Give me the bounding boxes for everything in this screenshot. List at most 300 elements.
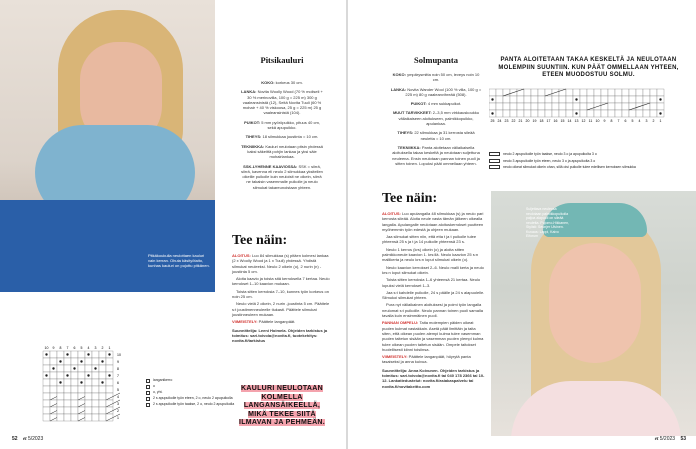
instruction-text: Jaa s:t kahdelle puikolle, 24 s päälle ja 24 s alapuolelle. Silmukoi silmukat yhteen. — [382, 289, 485, 301]
chart-col-label: 12 — [581, 119, 586, 123]
chart-cell — [552, 110, 559, 117]
chart-cell — [78, 400, 85, 407]
chart-cell — [594, 110, 601, 117]
spec-text: SSK = siirrä, siirrä, kavenna eli neulo 2 silmukkaa yksitellen oikeille puikolle kuin neuloisit ne oikein, siirrä ne takaisin vasemmalle puikolle ja neulo silmukat takareunoistaan yhteen. — [241, 163, 323, 190]
chart-symbol — [87, 353, 89, 355]
spec-label: KOKO: — [392, 72, 408, 77]
chart-cell — [43, 379, 50, 386]
legend-label: langanikerro — [153, 378, 173, 382]
chart-cell — [71, 372, 78, 379]
instruction-text: Luo 84 silmukkaa (s) pitäen kolmesi lankaa (2 x Woolly Wood ja 1 x Tuuli) yhdessä. Yhdistä silmukat neuleeksi. Neulo 2 oikein (o), 2 nurin (n) -joustinta 5 cm. — [232, 253, 329, 274]
chart-col-label: 6 — [624, 119, 627, 123]
chart-cell — [496, 110, 503, 117]
chart-row-label: 1 — [117, 416, 119, 420]
chart-symbol — [491, 112, 493, 114]
chart-cell — [643, 89, 650, 96]
spec-label: TEKNIIKKA: — [241, 143, 266, 149]
chart-cell — [99, 400, 106, 407]
chart-cell — [43, 358, 50, 365]
spec-list — [240, 80, 324, 190]
pattern-specs — [390, 55, 482, 170]
spec-item — [240, 134, 324, 139]
chart-symbol — [108, 374, 110, 376]
chart-cell — [50, 407, 57, 414]
knitting-chart-cowl — [37, 345, 129, 425]
chart-cell — [106, 365, 113, 372]
spec-text: 2–3,5 mm virkkauskoukku väliaikaiseen aloitukseen, palmikkopuikko, apulankaa. — [398, 110, 480, 127]
chart-cell — [106, 407, 113, 414]
legend-label: neulo 2 apupuikolle työn taakse, neulo 3 o ja apupuikolta 3 o — [503, 152, 597, 156]
instruction-paragraph — [232, 276, 332, 287]
chart-cell — [622, 96, 629, 103]
chart-col-label: 5 — [631, 119, 634, 123]
chart-symbol — [101, 381, 103, 383]
chart-cell — [622, 89, 629, 96]
chart-row-label: 7 — [117, 374, 119, 378]
spec-label: LANKA: — [390, 86, 408, 92]
purl-icon — [146, 385, 150, 389]
chart-col-label: 4 — [638, 119, 641, 123]
instruction-text: Toista sitten kerroksia 1–6 yhteensä 21 kertaa. Neulo lopuksi vielä kerrokset 1–3. — [382, 277, 481, 288]
chart-cell — [64, 358, 71, 365]
chart-col-label: 4 — [87, 346, 90, 350]
chart-cell — [538, 89, 545, 96]
chart-cell — [78, 407, 85, 414]
chart-col-label: 5 — [80, 346, 83, 350]
cable-back-icon — [489, 159, 500, 163]
issue-number: 5/2023 — [659, 436, 676, 442]
chart-cell — [559, 110, 566, 117]
chart-cell — [43, 386, 50, 393]
chart-cell — [615, 103, 622, 110]
chart-cell — [92, 379, 99, 386]
chart-cell — [566, 89, 573, 96]
pull-quote-text: KAULURI NEULOTAAN KOLMELLA LANGANSÄIKEELLÄ, MIKÄ TEKEE SIITÄ ILMAVAN JA PEHMEÄN. — [238, 385, 326, 426]
chart-cell — [85, 407, 92, 414]
chart-cell — [64, 365, 71, 372]
chart-cell — [643, 110, 650, 117]
knitting-chart-headband — [489, 87, 669, 125]
chart-cell — [636, 110, 643, 117]
spec-item — [390, 72, 482, 83]
chart-col-label: 18 — [539, 119, 544, 123]
instruction-text: Luo apulangalla 48 silmukkaa (s) ja neulo pari kerrosta sileää. Aloita neule vasta tämän jälkeen oikealla langalla. Apulangalle neulotaan aloituskerrokset puutteen myöhemmin työn edestä ja ohjeen mukaan. — [382, 211, 484, 232]
instructions-heading: Tee näin: — [232, 233, 288, 248]
legend-row — [146, 402, 235, 408]
chart-cell — [517, 103, 524, 110]
chart-cell — [78, 386, 85, 393]
chart-cell — [92, 407, 99, 414]
chart-cell — [608, 89, 615, 96]
chart-cell — [57, 414, 64, 421]
chart-cell — [85, 414, 92, 421]
chart-cell — [50, 379, 57, 386]
spec-text: Panta aloitetaan väliaikaisella aloituksella takaa keskeltä ja neulotaan suljettuna neuleena. Ensin neulotaan pannan toinen puoli ja sitten toinen. Lopuksi päät ommellaan yhteen. — [392, 144, 480, 166]
chart-cell — [43, 414, 50, 421]
chart-cell — [615, 110, 622, 117]
chart-cell — [57, 372, 64, 379]
chart-symbol — [73, 367, 75, 369]
chart-cell — [43, 393, 50, 400]
chart-col-label: 25 — [490, 119, 495, 123]
legend-row — [489, 152, 659, 157]
instruction-text: Taita molempien päiden oikeat puolen kulmat vastakkain. Asetä päät limittäin ja taita siten, että oikean puolen alempi kulma tulee vasemman puolen taitetun sisään ja vasemman puolen ylempi kulma tulee oikean puolen taitetun sisään. Ompele taitokset huolellisesti kiinni toisiinsa. — [382, 320, 484, 352]
chart-cell — [50, 393, 57, 400]
page-number: 52 — [12, 436, 18, 442]
chart-symbol — [59, 381, 61, 383]
spec-text: 5 mm pyöröpuikko, pituus 40 cm, sekä apupuikko. — [261, 119, 320, 131]
chart-cell — [566, 103, 573, 110]
chart-cell — [580, 110, 587, 117]
chart-cell — [57, 407, 64, 414]
chart-symbol — [575, 98, 577, 100]
chart-cell — [489, 89, 496, 96]
instruction-body — [382, 211, 486, 365]
left-page — [0, 0, 346, 449]
instruction-body — [232, 253, 332, 325]
chart-legend — [146, 378, 235, 408]
chart-cell — [106, 386, 113, 393]
chart-col-label: 2 — [652, 119, 655, 123]
right-page — [348, 0, 696, 449]
chart-row-label: 8 — [117, 367, 119, 371]
magazine-name: et — [654, 437, 659, 442]
chart-symbol — [101, 360, 103, 362]
chart-cell — [608, 96, 615, 103]
spec-item — [240, 89, 324, 115]
chart-cell — [71, 400, 78, 407]
ssk-icon — [146, 403, 150, 407]
instruction-text: Pura nyt väliaikainen aloituksesi ja poimi työn langalla neulomat s:t puikoille. Neulo pannan toinen puoli samalla tavalla kuin ensimmäinen puoli. — [382, 302, 483, 319]
instruction-paragraph — [382, 234, 486, 245]
chart-cell — [650, 110, 657, 117]
spec-label: KOKO: — [261, 80, 276, 85]
chart-cell — [622, 103, 629, 110]
chart-cell — [538, 110, 545, 117]
instruction-paragraph — [382, 247, 486, 263]
chart-cell — [650, 103, 657, 110]
issue-number: 5/2023 — [27, 436, 44, 442]
chart-col-label: 8 — [59, 346, 62, 350]
chart-cell — [559, 103, 566, 110]
chart-cell — [510, 103, 517, 110]
chart-col-label: 14 — [567, 119, 572, 123]
chart-cell — [587, 110, 594, 117]
spec-text: Novita Woolly Wood (70 % moliseli + 30 % merinovilla, 100 g = 225 m) 300 g vaaleansinistä (12), Seitä Novita Tuuli (60 % mohair + 40 % viskoosa, 25 g = 225 m) 25 g vaaleansinistä (104). — [242, 89, 323, 116]
chart-cell — [524, 103, 531, 110]
pattern-title: Solmupanta — [414, 55, 458, 65]
chart-cell — [580, 89, 587, 96]
chart-cell — [608, 103, 615, 110]
pattern-title: Pitsikauluri — [260, 55, 304, 65]
chart-cell — [57, 393, 64, 400]
chart-cell — [71, 351, 78, 358]
chart-symbol — [659, 112, 661, 114]
k2tog-icon — [146, 397, 150, 401]
chart-cell — [531, 96, 538, 103]
chart-col-label: 1 — [659, 119, 662, 123]
instruction-paragraph — [232, 253, 332, 274]
chart-cell — [50, 358, 57, 365]
chart-cell — [106, 379, 113, 386]
chart-cell — [601, 110, 608, 117]
chart-cell — [531, 103, 538, 110]
instruction-text: Toista sitten kerroksia 7–10, kunnes työn korkeus on noin 25 cm. — [232, 288, 329, 300]
photo-face — [549, 243, 641, 363]
chart-col-label: 13 — [574, 119, 579, 123]
chart-cell — [99, 414, 106, 421]
cable-front-icon — [489, 152, 500, 156]
magazine-name: et — [22, 437, 27, 442]
chart-cell — [92, 400, 99, 407]
instruction-text: Neulo vielä 2 oikein, 2 nurin -joustinta 5 cm. Päättele s:t joustimenneuleelle tiukasti. Päättele silmukat joustinneuleen mukaan. — [232, 301, 330, 317]
chart-cell — [99, 365, 106, 372]
instruction-text: Jaa silmukat sitten niin, että etta t ja t puikolle tulee yhteensä 25 s ja t ja 14 puikolle yhteensä 23 s. — [382, 234, 477, 245]
chart-cell — [92, 414, 99, 421]
spec-text: Novita Wander Wool (100 % villa, 100 g = 225 m) 80 g vaaleanvihreää (508). — [405, 86, 482, 97]
chart-cell — [106, 400, 113, 407]
chart-col-label: 10 — [44, 346, 49, 350]
chart-cell — [99, 386, 106, 393]
chart-cell — [629, 110, 636, 117]
chart-cell — [594, 96, 601, 103]
instruction-lead: ALOITUS: — [382, 211, 402, 216]
instruction-text: Neulo kaavion kerrokset 2–6. Neulo malli kerta ja neulo krs:n loput silmukat oikein. — [382, 264, 484, 275]
spec-item — [390, 101, 482, 106]
chart-col-label: 6 — [73, 346, 76, 350]
legend-label: neulo 3 apupuikolle työn eteen, neulo 3 o ja apupuikolta 3 o — [503, 158, 596, 163]
legend-label: neulo oikeat silmukat oikein ohan, sillä oisi puikolle tulee edellisen kerroksen silmukka — [503, 165, 636, 169]
instruction-paragraph — [232, 289, 332, 300]
chart-col-label: 23 — [504, 119, 509, 123]
instruction-lead: ALOITUS: — [232, 253, 252, 258]
chart-cell — [78, 393, 85, 400]
page-folio — [655, 436, 686, 442]
chart-row-label: 4 — [117, 395, 119, 399]
chart-row-label: 10 — [117, 353, 121, 357]
chart-cell — [85, 400, 92, 407]
chart-cell — [85, 358, 92, 365]
chart-cell — [50, 386, 57, 393]
credits: Suunnittelija: Leeni Hoimela. Ohjeiden tarkistus ja toimitus: sari.toivola@novita.fi, tuotekehitys: novita.fi/tarkistus — [232, 327, 328, 344]
instruction-paragraph — [232, 301, 332, 317]
instruction-paragraph — [382, 354, 486, 365]
chart-cell — [524, 89, 531, 96]
chart-cell — [510, 96, 517, 103]
chart-cell — [657, 103, 664, 110]
chart-cell — [92, 372, 99, 379]
chart-cell — [99, 407, 106, 414]
chart-cell — [531, 110, 538, 117]
chart-cell — [92, 386, 99, 393]
chart-symbol — [59, 360, 61, 362]
chart-cell — [496, 96, 503, 103]
chart-cell — [643, 96, 650, 103]
instruction-paragraph — [382, 302, 486, 318]
chart-symbol — [108, 353, 110, 355]
chart-cell — [552, 103, 559, 110]
chart-cell — [503, 96, 510, 103]
chart-col-label: 24 — [497, 119, 502, 123]
spec-label: MUUT TARVIKKEET: — [392, 110, 433, 116]
chart-cell — [503, 103, 510, 110]
chart-cell — [57, 365, 64, 372]
instruction-paragraph — [382, 277, 486, 288]
chart-col-label: 9 — [603, 119, 606, 123]
knit-icon — [489, 165, 500, 169]
chart-cell — [71, 414, 78, 421]
chart-cell — [99, 351, 106, 358]
chart-cell — [64, 400, 71, 407]
chart-symbol — [66, 374, 68, 376]
chart-cell — [496, 103, 503, 110]
chart-col-label: 16 — [553, 119, 558, 123]
spec-label: LANKA: — [241, 89, 258, 95]
spec-list — [390, 72, 482, 166]
chart-cell — [43, 365, 50, 372]
photo-caption: Suljettava neuleosa neulotaan palmikkopuikolla paljoa alapuoli on sileää neuletta. Pujomo-Hikkanen, Stylisti: Seunjer Ulvinen. Kuvaus: Lappi, Kaivo Eiforum — [526, 207, 569, 238]
chart-col-label: 7 — [617, 119, 620, 123]
chart-cell — [552, 96, 559, 103]
chart-cell — [78, 351, 85, 358]
chart-cell — [106, 358, 113, 365]
chart-col-label: 3 — [94, 346, 97, 350]
yo-icon — [146, 391, 150, 395]
instructions — [382, 191, 486, 389]
legend-row — [489, 165, 659, 170]
chart-cell — [57, 400, 64, 407]
chart-symbol — [80, 360, 82, 362]
instruction-paragraph — [382, 211, 486, 232]
chart-cell — [503, 110, 510, 117]
chart-cell — [629, 89, 636, 96]
legend-label: o, yht. — [153, 390, 163, 394]
chart-symbol — [45, 374, 47, 376]
instructions — [232, 233, 332, 343]
chart-cell — [608, 110, 615, 117]
chart-cell — [43, 407, 50, 414]
chart-col-label: 7 — [66, 346, 69, 350]
instruction-lead: VIIMEISTELY: — [232, 319, 259, 325]
legend-label: 2 s apupuikolle työn eteen, 2 o, neulo 2 apupuikolla — [153, 396, 233, 400]
chart-symbol — [87, 374, 89, 376]
chart-cell — [524, 110, 531, 117]
instruction-text: Aloita kaavio ja toista sitä kerroksella 7 kertaa. Neulo kerrokset 1–10 kaavion mukaan. — [232, 276, 330, 287]
credits: Suunnittelija: Anna Koivunen. Ohjeiden tarkistus ja toimitus: sari.toivola@novita.fi tai 040 178 2366 tai 10-12. Lankatiedustelut: novita.fi/asiakaspalvelu tai novita.fi/novitakeitto.com — [382, 367, 485, 389]
chart-symbol — [66, 353, 68, 355]
chart-cell — [636, 89, 643, 96]
page-folio — [12, 436, 43, 442]
photo-woman-headband — [491, 191, 696, 436]
chart-cell — [587, 89, 594, 96]
chart-col-label: 21 — [518, 119, 523, 123]
chart-col-label: 19 — [532, 119, 537, 123]
chart-cell — [85, 386, 92, 393]
chart-cell — [573, 89, 580, 96]
photo-shirt — [0, 200, 215, 292]
chart-cell — [601, 96, 608, 103]
chart-cell — [580, 96, 587, 103]
chart-cell — [615, 89, 622, 96]
chart-cell — [50, 414, 57, 421]
knit-icon — [146, 379, 150, 383]
chart-cell — [594, 89, 601, 96]
chart-cell — [601, 89, 608, 96]
chart-cell — [636, 96, 643, 103]
chart-cell — [622, 110, 629, 117]
page-number: 53 — [680, 436, 686, 442]
chart-col-label: 20 — [525, 119, 530, 123]
spec-item — [240, 164, 324, 190]
chart-cell — [531, 89, 538, 96]
chart-cell — [650, 96, 657, 103]
chart-row-label: 3 — [117, 402, 119, 406]
chart-cell — [545, 96, 552, 103]
chart-symbol — [491, 98, 493, 100]
instruction-paragraph — [382, 320, 486, 352]
chart-symbol — [45, 353, 47, 355]
instruction-lead: VIIMEISTELY: — [382, 354, 409, 360]
chart-cell — [106, 414, 113, 421]
chart-cell — [50, 351, 57, 358]
spec-item — [240, 144, 324, 160]
chart-cell — [657, 89, 664, 96]
chart-col-label: 9 — [52, 346, 55, 350]
chart-cell — [64, 393, 71, 400]
chart-cell — [545, 103, 552, 110]
chart-cell — [85, 393, 92, 400]
instruction-paragraph — [382, 265, 486, 276]
chart-col-label: 3 — [645, 119, 648, 123]
chart-cell — [71, 386, 78, 393]
instruction-text: Neulo 1 kerros (krs) oikein (o) ja aloita sitten palmikkoneule kaavion 1. krs:llä. Neulo kaavion 25 s:n mallikerta ja neulo krs:n loput silmukat oikein (o). — [382, 246, 479, 263]
chart-row-label: 5 — [117, 388, 119, 392]
chart-cell — [85, 365, 92, 372]
chart-cell — [545, 110, 552, 117]
chart-symbol — [80, 381, 82, 383]
chart-cell — [50, 372, 57, 379]
chart-row-label: 2 — [117, 409, 119, 413]
chart-cell — [538, 96, 545, 103]
chart-grid — [489, 87, 669, 125]
instruction-lead: PANNAN OMPELU: — [382, 320, 420, 326]
chart-cell — [106, 393, 113, 400]
chart-cell — [517, 110, 524, 117]
chart-col-label: 1 — [108, 346, 111, 350]
chart-legend — [489, 152, 659, 172]
pattern-specs — [240, 55, 324, 194]
chart-cell — [92, 358, 99, 365]
chart-symbol — [94, 367, 96, 369]
chart-cell — [99, 393, 106, 400]
instruction-paragraph — [232, 319, 332, 324]
instruction-text: Päättele langanpäät. — [258, 319, 296, 325]
chart-title: PANTA ALOITETAAN TAKAA KESKELTÄ JA NEULOTAAN MOLEMPIIN SUUNTIIN. KUN PÄÄT OMMELLAAN YHTEEN, ETEEN MUODOSTUU SOLMU. — [498, 57, 679, 78]
chart-cell — [64, 386, 71, 393]
chart-col-label: 8 — [610, 119, 613, 123]
chart-cell — [538, 103, 545, 110]
spec-item — [240, 80, 324, 85]
chart-grid — [37, 345, 129, 425]
chart-cell — [78, 372, 85, 379]
spec-label: SSK-LYHENNE KAAVIOSSA: — [243, 163, 299, 169]
chart-cell — [64, 407, 71, 414]
chart-col-label: 15 — [560, 119, 565, 123]
chart-cell — [629, 96, 636, 103]
chart-cell — [71, 407, 78, 414]
chart-cell — [43, 400, 50, 407]
instructions-heading: Tee näin: — [382, 191, 438, 206]
